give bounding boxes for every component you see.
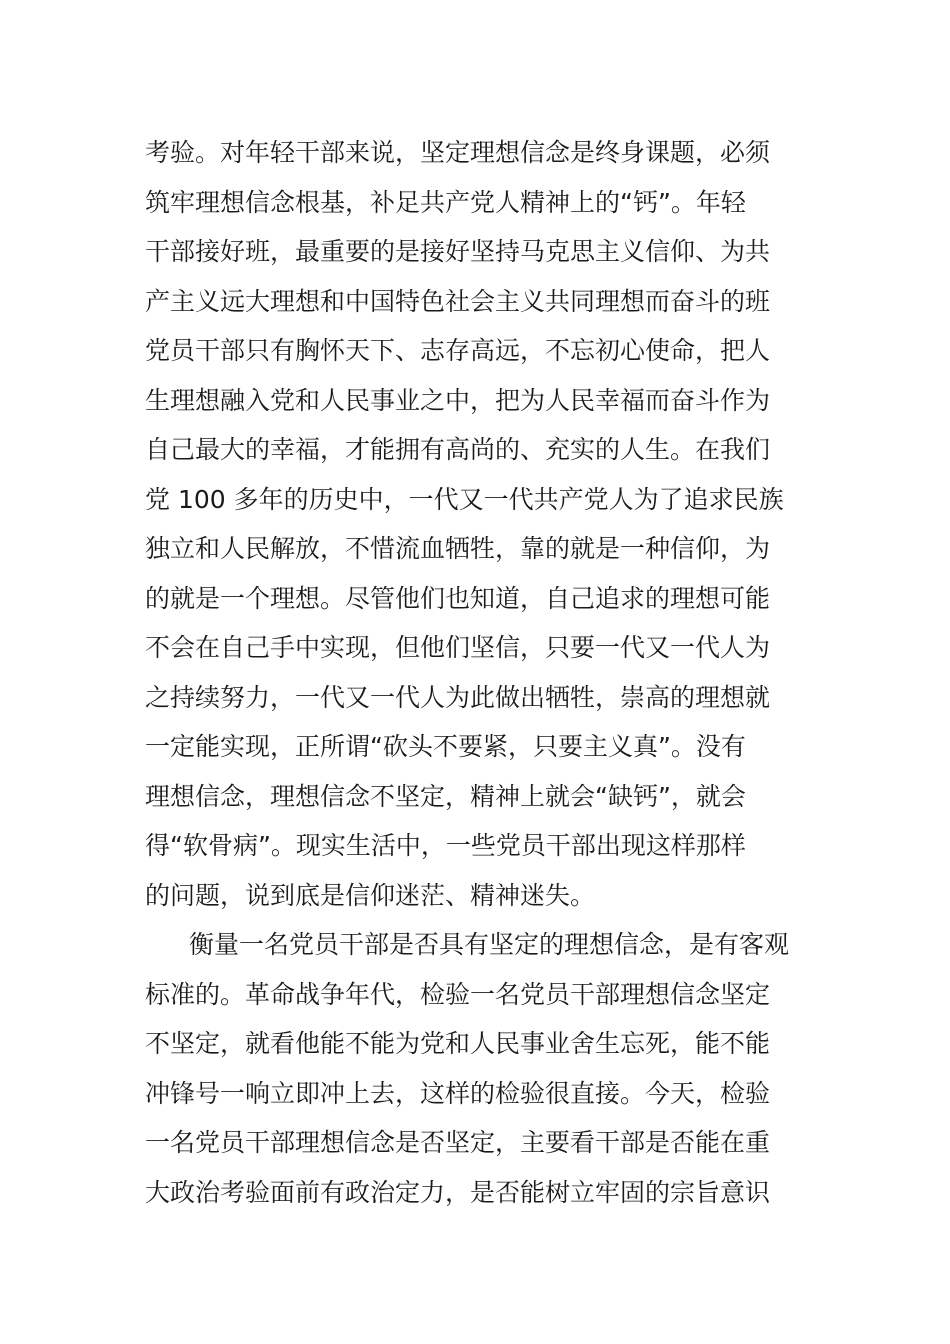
text-line: 党员干部只有胸怀天下、志存高远，不忘初心使命，把人 <box>145 336 771 365</box>
text-line: 得“软骨病”。现实生活中，一些党员干部出现这样那样 <box>145 831 746 860</box>
text-line: 不会在自己手中实现，但他们坚信，只要一代又一代人为 <box>145 633 771 662</box>
text-line: 大政治考验面前有政治定力，是否能树立牢固的宗旨意识 <box>145 1177 771 1207</box>
text-line: 的问题，说到底是信仰迷茫、精神迷失。 <box>145 880 596 910</box>
text-line: 冲锋号一响立即冲上去，这样的检验很直接。今天，检验 <box>145 1078 771 1108</box>
text-line: 干部接好班，最重要的是接好坚持马克思主义信仰、为共 <box>145 237 771 266</box>
body-text <box>145 128 815 1217</box>
paragraph-2 <box>145 920 815 1217</box>
paragraph-1 <box>145 128 815 920</box>
text-line: 一定能实现，正所谓“砍头不要紧，只要主义真”。没有 <box>145 732 746 761</box>
text-line: 的就是一个理想。尽管他们也知道，自己追求的理想可能 <box>145 583 771 613</box>
text-line: 独立和人民解放，不惜流血牺牲，靠的就是一种信仰，为 <box>145 534 771 563</box>
text-line: 理想信念，理想信念不坚定，精神上就会“缺钙”，就会 <box>145 781 746 811</box>
text-line: 一名党员干部理想信念是否坚定，主要看干部是否能在重 <box>145 1128 771 1157</box>
text-line: 自己最大的幸福，才能拥有高尚的、充实的人生。在我们 <box>145 435 771 464</box>
text-line: 标准的。革命战争年代，检验一名党员干部理想信念坚定 <box>145 979 771 1009</box>
text-line: 党 100 多年的历史中，一代又一代共产党人为了追求民族 <box>145 484 784 514</box>
text-line: 衡量一名党员干部是否具有坚定的理想信念，是有客观 <box>189 930 790 959</box>
text-line: 之持续努力，一代又一代人为此做出牺牲，崇高的理想就 <box>145 682 771 712</box>
text-line: 筑牢理想信念根基，补足共产党人精神上的“钙”。年轻 <box>145 187 746 217</box>
text-line: 考验。对年轻干部来说，坚定理想信念是终身课题，必须 <box>145 138 771 167</box>
text-line: 产主义远大理想和中国特色社会主义共同理想而奋斗的班 <box>145 286 771 316</box>
text-line: 生理想融入党和人民事业之中，把为人民幸福而奋斗作为 <box>145 385 771 415</box>
text-line: 不坚定，就看他能不能为党和人民事业舍生忘死，能不能 <box>145 1029 771 1058</box>
